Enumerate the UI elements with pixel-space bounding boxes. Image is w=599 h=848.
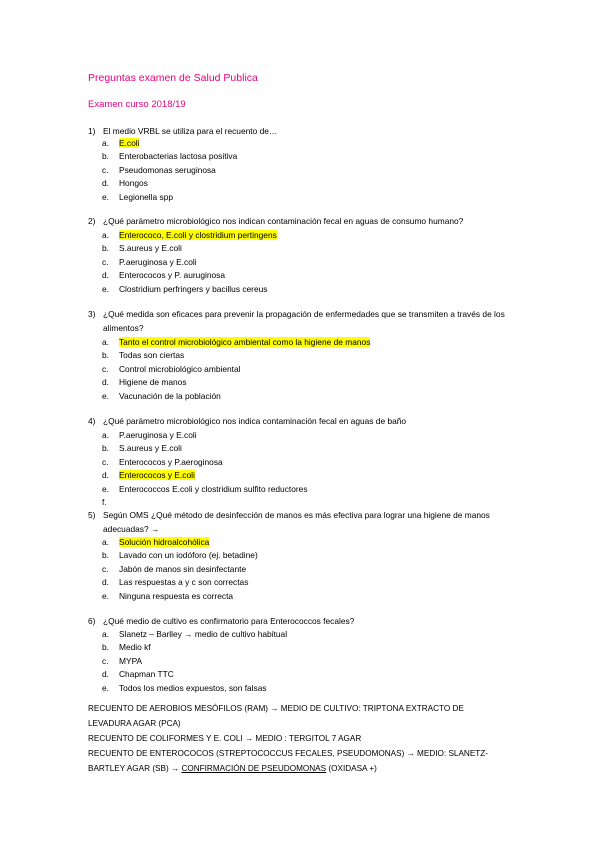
option-text: Enterobacterias lactosa positiva (119, 151, 238, 162)
question-4 (88, 415, 528, 429)
option-text: Todos los medios expuestos, son falsas (119, 682, 267, 693)
option-letter: e. (102, 390, 109, 401)
question-number: 2) (88, 216, 96, 226)
option-letter: d. (102, 669, 109, 680)
note-text: BARTLEY AGAR (SB) → (88, 764, 182, 773)
option-text: Jabón de manos sin desinfectante (119, 563, 247, 574)
option-letter: b. (102, 243, 109, 254)
option-letter: c. (102, 655, 109, 666)
option-text: Las respuestas a y c son correctas (119, 577, 249, 588)
option-item (102, 191, 532, 204)
option-item (102, 336, 532, 349)
option-text: Higiene de manos (119, 377, 187, 388)
option-letter: a. (102, 430, 109, 440)
option-item (102, 242, 532, 255)
option-item (102, 349, 532, 362)
options-3 (102, 336, 532, 403)
option-item (102, 456, 532, 469)
option-letter: e. (102, 682, 109, 693)
option-letter: b. (102, 350, 109, 361)
option-text: Medio kf (119, 642, 151, 653)
option-text: Hongos (119, 178, 148, 189)
option-letter: b. (102, 550, 109, 561)
option-text: Chapman TTC (119, 669, 174, 680)
option-text-highlighted: E.coli (119, 138, 140, 148)
option-text: Control microbiológico ambiental (119, 363, 241, 374)
option-text-highlighted: Enterococo, E.coli y clostridium pertingens (119, 230, 277, 240)
option-item (102, 283, 532, 296)
question-number: 1) (88, 126, 96, 136)
option-text: Lavado con un iodóforo (ej. betadine) (119, 550, 258, 561)
option-item (102, 563, 532, 576)
option-item (102, 269, 532, 282)
option-item (102, 229, 532, 242)
option-item (102, 549, 532, 562)
option-item (102, 376, 532, 389)
question-text: Según OMS ¿Qué método de desinfección de manos es más efectiva para lograr una higiene de manos adecuadas? → (103, 510, 490, 534)
option-letter: d. (102, 270, 109, 281)
option-item (102, 177, 532, 190)
options-5 (102, 536, 532, 603)
option-item (102, 655, 532, 668)
option-text: Vacunación de la población (119, 390, 221, 401)
options-6 (102, 628, 532, 695)
option-letter: e. (102, 590, 109, 601)
option-item (102, 496, 532, 509)
option-item (102, 483, 532, 496)
question-text: ¿Qué parámetro microbiológico nos indican contaminación fecal en aguas de consumo humano? (103, 216, 464, 226)
option-item (102, 668, 532, 681)
option-item (102, 590, 532, 603)
option-letter: d. (102, 470, 109, 481)
question-6 (88, 615, 528, 629)
question-3 (88, 308, 528, 335)
note-line (88, 761, 518, 776)
note-line: RECUENTO DE ENTEROCOCOS (STREPTOCOCCUS FECALES, PSEUDOMONAS) → MEDIO: SLANETZ- (88, 749, 489, 758)
option-letter: c. (102, 363, 109, 374)
option-text: Enterococcos E.coli y clostridium sulfito reductores (119, 483, 308, 494)
option-text-highlighted: Tanto el control microbiológico ambiental como la higiene de manos (119, 337, 371, 347)
option-letter: c. (102, 563, 109, 574)
question-5 (88, 509, 528, 536)
option-item (102, 641, 532, 654)
document-title: Preguntas examen de Salud Publica (88, 72, 258, 84)
option-letter: d. (102, 178, 109, 189)
notes-block (88, 701, 518, 776)
options-4 (102, 429, 532, 509)
option-letter: c. (102, 456, 109, 467)
option-text: S.aureus y E.coli (119, 243, 182, 254)
note-line: RECUENTO DE COLIFORMES Y E. COLI → MEDIO : TERGITOL 7 AGAR (88, 734, 362, 743)
option-letter: c. (102, 256, 109, 267)
option-letter: d. (102, 377, 109, 388)
option-item (102, 164, 532, 177)
option-item (102, 442, 532, 455)
option-text: P.aeruginosa y E.coli (119, 430, 197, 440)
option-item (102, 137, 532, 150)
option-text: Slanetz – Barlley → medio de cultivo habitual (119, 629, 288, 639)
question-text: ¿Qué medio de cultivo es confirmatorio para Enterococcos fecales? (103, 616, 355, 626)
option-letter: e. (102, 191, 109, 202)
option-letter: a. (102, 337, 109, 347)
question-2 (88, 215, 528, 229)
question-number: 5) (88, 510, 96, 520)
option-item (102, 390, 532, 403)
option-text: Clostridium perfringers y bacillus cereus (119, 283, 268, 294)
options-2 (102, 229, 532, 296)
question-number: 3) (88, 309, 96, 319)
note-line: LEVADURA AGAR (PCA) (88, 719, 181, 728)
option-text: Enterococos y P.aeroginosa (119, 456, 223, 467)
option-letter: a. (102, 537, 109, 547)
question-text: El medio VRBL se utiliza para el recuento de… (103, 126, 278, 136)
option-item (102, 256, 532, 269)
option-letter: e. (102, 483, 109, 494)
option-letter: a. (102, 629, 109, 639)
option-letter: b. (102, 642, 109, 653)
question-text: ¿Qué parámetro microbiológico nos indica contaminación fecal en aguas de baño (103, 416, 407, 426)
option-text-highlighted: Solución hidroalcohólica (119, 537, 210, 547)
question-number: 4) (88, 416, 96, 426)
option-item (102, 363, 532, 376)
option-letter: e. (102, 283, 109, 294)
question-number: 6) (88, 616, 96, 626)
option-letter: f. (102, 496, 107, 507)
document-subtitle: Examen curso 2018/19 (88, 99, 186, 110)
option-text: MYPA (119, 655, 143, 666)
option-item (102, 536, 532, 549)
option-letter: a. (102, 138, 109, 148)
option-text: Legionella spp (119, 191, 174, 202)
option-text-highlighted: Enterococos y E.coli (119, 470, 195, 481)
option-letter: a. (102, 230, 109, 240)
option-text: Ninguna respuesta es correcta (119, 590, 234, 601)
option-item (102, 628, 532, 641)
option-letter: d. (102, 577, 109, 588)
option-text: Pseudomonas seruginosa (119, 164, 216, 175)
option-item (102, 429, 532, 442)
option-text: Todas son ciertas (119, 350, 185, 361)
option-item (102, 576, 532, 589)
option-item (102, 682, 532, 695)
option-letter: b. (102, 151, 109, 162)
option-item (102, 150, 532, 163)
options-1 (102, 137, 532, 204)
note-underlined-text: CONFIRMACIÓN DE PSEUDOMONAS (181, 764, 327, 773)
question-text: ¿Qué medida son eficaces para prevenir la propagación de enfermedades que se transmiten a través de los alimentos? (103, 309, 505, 333)
note-line: RECUENTO DE AEROBIOS MESÓFILOS (RAM) → MEDIO DE CULTIVO: TRIPTONA EXTRACTO DE (88, 704, 464, 713)
option-item (102, 469, 532, 482)
option-letter: b. (102, 443, 109, 454)
option-text: S.aureus y E.coli (119, 443, 182, 454)
note-text: (OXIDASA +) (326, 764, 377, 773)
option-letter: c. (102, 164, 109, 175)
option-text: P.aeruginosa y E.coli (119, 256, 197, 267)
option-text: Enterococos y P. auruginosa (119, 270, 225, 281)
